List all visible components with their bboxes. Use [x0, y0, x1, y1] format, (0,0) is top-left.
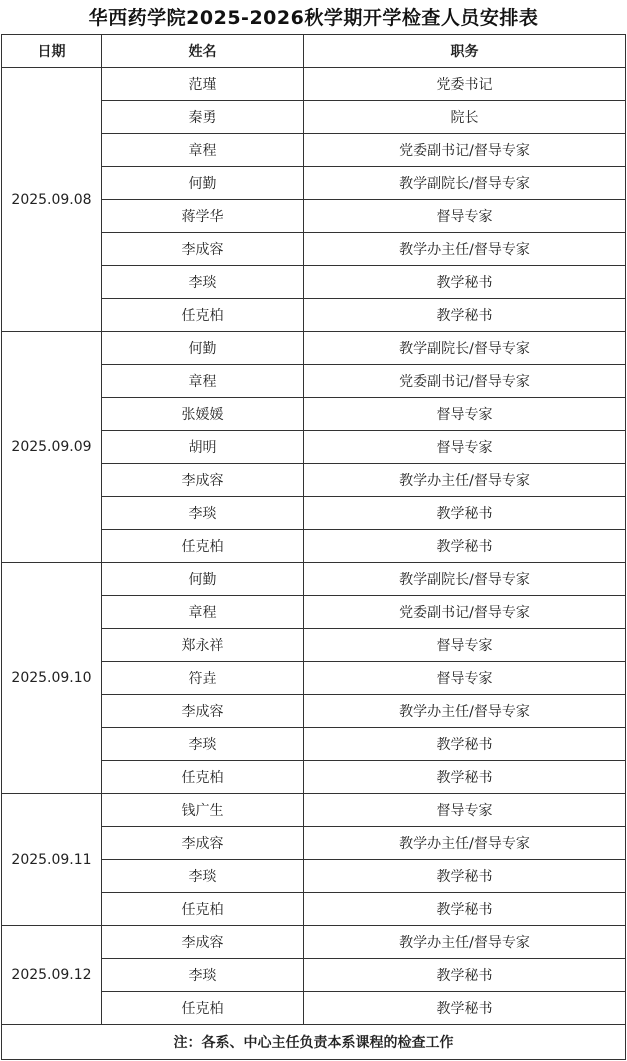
- role-cell: 党委副书记/督导专家: [304, 365, 626, 398]
- name-cell: 章程: [102, 365, 304, 398]
- table-row: [2, 794, 626, 827]
- name-cell: 蒋学华: [102, 200, 304, 233]
- table-row: [2, 332, 626, 365]
- table-body: [2, 68, 626, 1025]
- name-cell: 章程: [102, 134, 304, 167]
- date-cell: 2025.09.09: [2, 332, 102, 563]
- role-cell: 教学秘书: [304, 959, 626, 992]
- date-cell: 2025.09.08: [2, 68, 102, 332]
- name-cell: 何勤: [102, 167, 304, 200]
- table-footer: [2, 1025, 626, 1060]
- role-cell: 督导专家: [304, 662, 626, 695]
- name-cell: 符垚: [102, 662, 304, 695]
- role-cell: 教学秘书: [304, 497, 626, 530]
- table-row: [2, 926, 626, 959]
- role-cell: 教学办主任/督导专家: [304, 464, 626, 497]
- name-cell: 任克柏: [102, 761, 304, 794]
- date-cell: 2025.09.12: [2, 926, 102, 1025]
- note-row: [2, 1025, 626, 1060]
- schedule-table: [1, 34, 626, 1060]
- name-cell: 李琰: [102, 860, 304, 893]
- role-cell: 教学副院长/督导专家: [304, 563, 626, 596]
- role-cell: 教学秘书: [304, 530, 626, 563]
- role-cell: 督导专家: [304, 200, 626, 233]
- role-cell: 党委书记: [304, 68, 626, 101]
- role-cell: 教学秘书: [304, 761, 626, 794]
- header-date: 日期: [2, 35, 102, 68]
- role-cell: 党委副书记/督导专家: [304, 134, 626, 167]
- table-row: [2, 563, 626, 596]
- role-cell: 督导专家: [304, 629, 626, 662]
- name-cell: 郑永祥: [102, 629, 304, 662]
- page-title: 华西药学院2025-2026秋学期开学检查人员安排表: [88, 7, 539, 29]
- role-cell: 教学副院长/督导专家: [304, 167, 626, 200]
- role-cell: 督导专家: [304, 794, 626, 827]
- name-cell: 李成容: [102, 827, 304, 860]
- header-role: 职务: [304, 35, 626, 68]
- date-cell: 2025.09.10: [2, 563, 102, 794]
- name-cell: 任克柏: [102, 992, 304, 1025]
- name-cell: 任克柏: [102, 893, 304, 926]
- name-cell: 李琰: [102, 497, 304, 530]
- role-cell: 党委副书记/督导专家: [304, 596, 626, 629]
- name-cell: 秦勇: [102, 101, 304, 134]
- date-cell: 2025.09.11: [2, 794, 102, 926]
- name-cell: 张媛媛: [102, 398, 304, 431]
- header-row: [2, 35, 626, 68]
- role-cell: 督导专家: [304, 398, 626, 431]
- role-cell: 教学办主任/督导专家: [304, 695, 626, 728]
- table-row: [2, 68, 626, 101]
- name-cell: 李琰: [102, 959, 304, 992]
- role-cell: 教学办主任/督导专家: [304, 233, 626, 266]
- name-cell: 李成容: [102, 695, 304, 728]
- role-cell: 教学秘书: [304, 266, 626, 299]
- role-cell: 督导专家: [304, 431, 626, 464]
- role-cell: 教学秘书: [304, 992, 626, 1025]
- name-cell: 李琰: [102, 266, 304, 299]
- name-cell: 李成容: [102, 926, 304, 959]
- name-cell: 章程: [102, 596, 304, 629]
- name-cell: 何勤: [102, 563, 304, 596]
- name-cell: 胡明: [102, 431, 304, 464]
- name-cell: 李琰: [102, 728, 304, 761]
- name-cell: 钱广生: [102, 794, 304, 827]
- header-name: 姓名: [102, 35, 304, 68]
- name-cell: 范瑾: [102, 68, 304, 101]
- role-cell: 教学秘书: [304, 299, 626, 332]
- role-cell: 教学办主任/督导专家: [304, 926, 626, 959]
- table-header: [2, 35, 626, 68]
- role-cell: 教学办主任/督导专家: [304, 827, 626, 860]
- role-cell: 教学秘书: [304, 860, 626, 893]
- role-cell: 教学秘书: [304, 893, 626, 926]
- footer-note: 注：各系、中心主任负责本系课程的检查工作: [2, 1025, 626, 1060]
- name-cell: 李成容: [102, 464, 304, 497]
- role-cell: 教学副院长/督导专家: [304, 332, 626, 365]
- name-cell: 李成容: [102, 233, 304, 266]
- role-cell: 教学秘书: [304, 728, 626, 761]
- role-cell: 院长: [304, 101, 626, 134]
- name-cell: 何勤: [102, 332, 304, 365]
- name-cell: 任克柏: [102, 530, 304, 563]
- name-cell: 任克柏: [102, 299, 304, 332]
